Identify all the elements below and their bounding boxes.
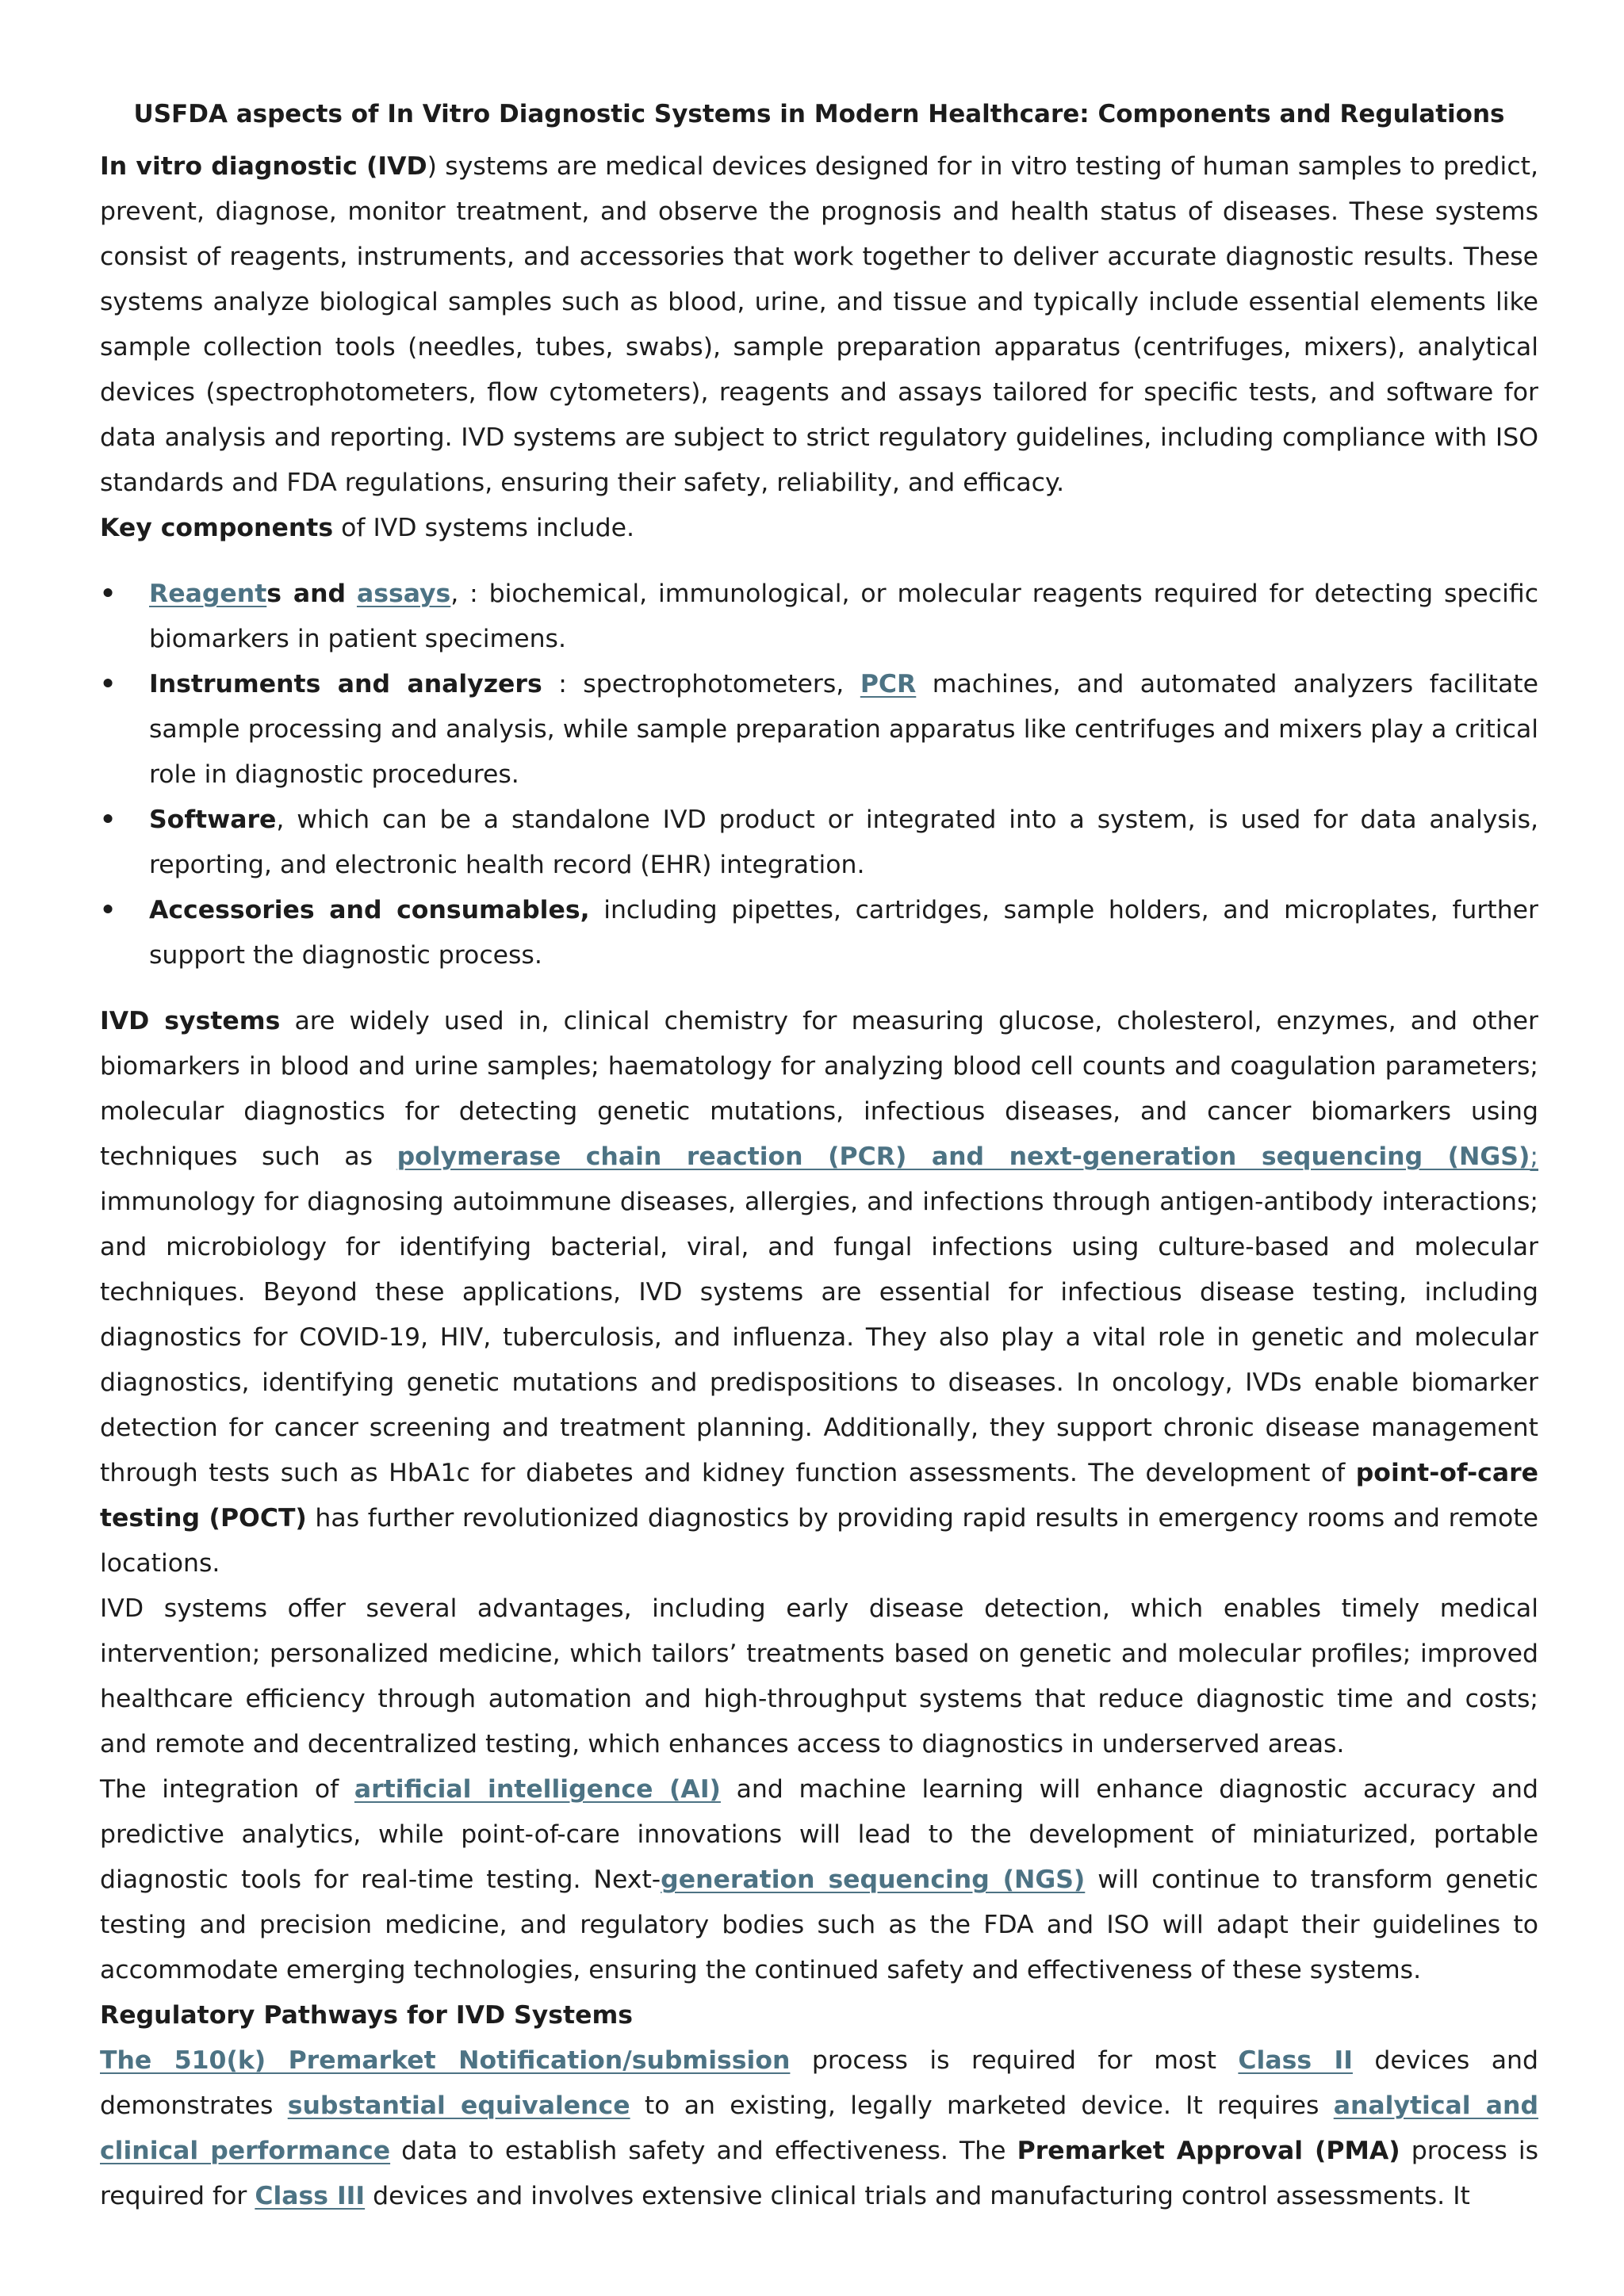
substantial-equivalence-link[interactable]: substantial equivalence: [287, 2091, 630, 2120]
510k-link[interactable]: The 510(k) Premarket Notification/submission: [100, 2046, 791, 2075]
document-title: USFDA aspects of In Vitro Diagnostic Systems in Modern Healthcare: Components and Regulations: [133, 100, 1505, 128]
uses-text-3: has further revolutionized diagnostics by providing rapid results in emergency rooms and remote locations.: [100, 1504, 1538, 1578]
reg-text-3: to an existing, legally marketed device. It requires: [630, 2091, 1334, 2120]
uses-semicolon: ;: [1530, 1142, 1538, 1171]
bullet-marker: •: [100, 896, 117, 924]
instruments-bold: Instruments and analyzers: [149, 670, 542, 698]
poct-bold: point-of-care testing (POCT): [100, 1459, 1538, 1533]
regulatory-paragraph: [100, 2038, 1538, 2219]
bullet-marker: •: [100, 670, 117, 698]
advantages-paragraph: IVD systems offer several advantages, including early disease detection, which enables timely medical intervention; personalized medicine, which tailors’ treatments based on genetic and molecular profiles; improved healthcare efficiency through automation and high-throughput systems that reduce diagnostic time and costs; and remote and decentralized testing, which enhances access to diagnostics in underserved areas.: [100, 1594, 1538, 1758]
uses-lead: IVD systems: [100, 1007, 281, 1035]
intro-paragraph: [100, 144, 1538, 506]
uses-text-2: immunology for diagnosing autoimmune diseases, allergies, and infections through antigen-antibody interactions; and microbiology for identifying bacterial, viral, and fungal infections using culture-based and molecular techniques. Beyond these applications, IVD systems are essential for infectious disease testing, including diagnostics for COVID-19, HIV, tuberculosis, and influenza. They also play a vital role in genetic and molecular diagnostics, identifying genetic mutations and predispositions to diseases. In oncology, IVDs enable biomarker detection for cancer screening and treatment planning. Additionally, they support chronic disease management through tests such as HbA1c for diabetes and kidney function assessments. The development of: [100, 1188, 1538, 1487]
pcr-ngs-link[interactable]: polymerase chain reaction (PCR) and next-generation sequencing (NGS): [396, 1142, 1530, 1171]
bullet-marker: •: [100, 806, 117, 834]
integration-text-2: and machine learning will enhance diagnostic accuracy and predictive analytics, while point-of-care innovations will lead to the development of miniaturized, portable diagnostic tools for real-time testing. Next-: [100, 1775, 1538, 1894]
ai-link[interactable]: artificial intelligence (AI): [354, 1775, 721, 1804]
integration-text-1: The integration of: [100, 1775, 354, 1804]
reagents-bold: s and: [266, 580, 347, 608]
software-text: , which can be a standalone IVD product or integrated into a system, is used for data analysis, reporting, and electronic health record (EHR) integration.: [149, 806, 1538, 879]
uses-text-1: are widely used in, clinical chemistry for measuring glucose, cholesterol, enzymes, and other biomarkers in blood and urine samples; haematology for analyzing blood cell counts and coagulation parameters; molecular diagnostics for detecting genetic mutations, infectious diseases, and cancer biomarkers using techniques such as: [100, 1007, 1538, 1171]
key-components-line: [100, 506, 1538, 551]
class-iii-link[interactable]: Class III: [255, 2182, 366, 2210]
list-item-software: [100, 798, 1538, 888]
bullet-marker: •: [100, 580, 117, 608]
reg-text-6: devices and involves extensive clinical trials and manufacturing control assessments. It: [365, 2182, 1470, 2210]
reagents-text: , : biochemical, immunological, or molecular reagents required for detecting specific biomarkers in patient specimens.: [149, 580, 1539, 653]
reg-text-2: devices and demonstrates: [100, 2046, 1539, 2120]
pcr-link[interactable]: PCR: [860, 670, 917, 698]
reagent-link[interactable]: Reagent: [149, 580, 267, 608]
uses-paragraph: [100, 999, 1538, 1586]
list-item-reagents: [100, 572, 1538, 662]
intro-text: ) systems are medical devices designed for in vitro testing of human samples to predict, prevent, diagnose, monitor treatment, and observe the prognosis and health status of diseases. These systems consist of reagents, instruments, and accessories that work together to deliver accurate diagnostic results. These systems analyze biological samples such as blood, urine, and tissue and typically include essential elements like sample collection tools (needles, tubes, swabs), sample preparation apparatus (centrifuges, mixers), analytical devices (spectrophotometers, flow cytometers), reagents and assays tailored for specific tests, and software for data analysis and reporting. IVD systems are subject to strict regulatory guidelines, including compliance with ISO standards and FDA regulations, ensuring their safety, reliability, and efficacy.: [100, 152, 1538, 497]
document-page: [100, 94, 1538, 2219]
intro-lead: In vitro diagnostic (IVD: [100, 152, 427, 181]
integration-paragraph: [100, 1767, 1538, 1993]
accessories-bold: Accessories and consumables,: [149, 896, 590, 924]
assays-link[interactable]: assays: [356, 580, 451, 608]
reg-text-4: data to establish safety and effectiveness. The: [390, 2137, 1017, 2165]
regulatory-heading: Regulatory Pathways for IVD Systems: [100, 2001, 634, 2030]
pma-bold: Premarket Approval (PMA): [1017, 2137, 1400, 2165]
instruments-text-1: : spectrophotometers,: [542, 670, 860, 698]
list-item-accessories: [100, 888, 1538, 978]
reg-text-5: process is required for: [100, 2137, 1538, 2210]
space: [346, 580, 357, 608]
ngs-link[interactable]: generation sequencing (NGS): [661, 1866, 1086, 1894]
class-ii-link[interactable]: Class II: [1238, 2046, 1353, 2075]
software-bold: Software: [149, 806, 277, 834]
key-components-text: of IVD systems include.: [333, 514, 635, 542]
list-item-instruments: [100, 662, 1538, 798]
reg-text-1: process is required for most: [790, 2046, 1239, 2075]
key-components-label: Key components: [100, 514, 334, 542]
components-list: [100, 572, 1538, 978]
analytical-clinical-link[interactable]: analytical and clinical performance: [100, 2091, 1539, 2165]
instruments-text-2: machines, and automated analyzers facilitate sample processing and analysis, while sample preparation apparatus like centrifuges and mixers play a critical role in diagnostic procedures.: [149, 670, 1538, 789]
integration-text-3: will continue to transform genetic testing and precision medicine, and regulatory bodies such as the FDA and ISO will adapt their guidelines to accommodate emerging technologies, ensuring the continued safety and effectiveness of these systems.: [100, 1866, 1538, 1984]
accessories-text: including pipettes, cartridges, sample holders, and microplates, further support the diagnostic process.: [149, 896, 1538, 970]
